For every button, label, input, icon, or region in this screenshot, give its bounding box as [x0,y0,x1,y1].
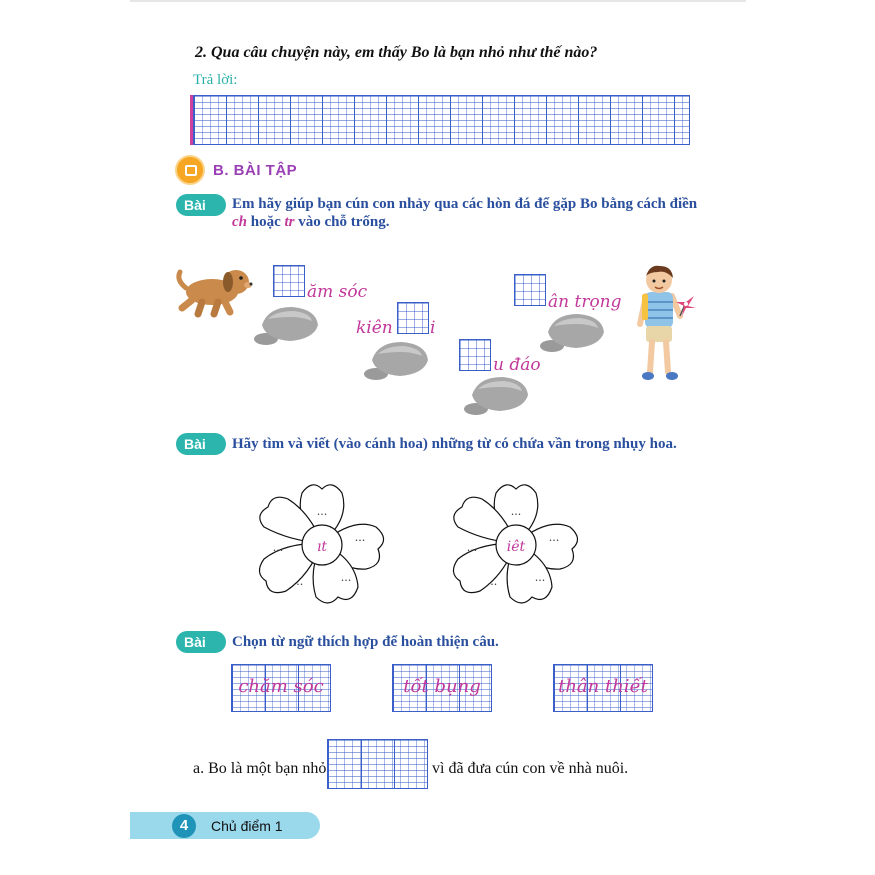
answer-writing-grid[interactable] [193,95,690,145]
ch-letters: ch [232,214,247,230]
flower-2-petal-top: ... [510,505,522,518]
chapter-label: Chủ điểm 1 [211,818,283,834]
exercise-1-instruction: Em hãy giúp bạn cún con nhảy qua các hòn đá để gặp Bo bằng cách điền ch hoặc tr vào chỗ trống. [232,196,698,230]
sentence-a-start: a. Bo là một bạn nhỏ [193,760,327,777]
exercise-3-instruction: Chọn từ ngữ thích hợp để hoàn thiện câu. [232,634,499,650]
tr-letters: tr [284,214,295,230]
sentence-a-end: vì đã đưa cún con về nhà nuôi. [432,760,629,777]
option-than-thiet[interactable]: thân thiết [553,664,653,712]
rock-1 [252,303,324,347]
fill-box-4[interactable] [514,274,546,306]
exercise-2-badge: Bài 2. [176,433,226,455]
flower-1-petal-right: ... [354,531,366,544]
rock-4 [538,310,610,354]
flower-1-petal-top: ... [316,505,328,518]
word-4: ân trọng [548,292,622,312]
flower-1-petal-left: ... [272,541,284,554]
flower-1-center: ıt [316,539,328,555]
flower-2-petal-left: ... [466,541,478,554]
page-number: 4 [172,814,196,838]
word-2b: i [430,318,436,338]
boy-bo-illustration [630,262,700,384]
flower-1-petal-bottom-right: ... [340,571,352,584]
exercise-3-badge: Bài 3. [176,631,226,653]
flower-2-petal-bottom-left: ... [486,575,498,588]
question-2: 2. Qua câu chuyện này, em thấy Bo là bạn nhỏ như thế nào? [195,44,598,61]
option-tot-bung[interactable]: tốt bụng [392,664,492,712]
page-top-border [130,0,746,2]
flower-1 [254,479,390,613]
flower-2 [448,479,584,613]
word-2a: kiên [356,318,393,338]
rock-2 [362,338,434,382]
flower-1-petal-bottom-left: ... [292,575,304,588]
rock-3 [462,373,534,417]
exercise-1-badge: Bài 1. [176,194,226,216]
answer-label: Trả lời: [193,72,238,88]
section-title: B. BÀI TẬP [213,162,298,179]
flower-2-petal-right: ... [548,531,560,544]
puppy-illustration [172,258,256,318]
option-cham-soc[interactable]: chăm sóc [231,664,331,712]
book-icon [175,155,205,185]
exercise-2-instruction: Hãy tìm và viết (vào cánh hoa) những từ có chứa vần trong nhụy hoa. [232,436,677,452]
flower-2-petal-bottom-right: ... [534,571,546,584]
fill-box-3[interactable] [459,339,491,371]
fill-box-2[interactable] [397,302,429,334]
word-1: ăm sóc [307,282,368,302]
word-3: u đáo [493,355,541,375]
flower-2-center: iêt [506,539,526,555]
fill-box-1[interactable] [273,265,305,297]
sentence-a-blank-grid[interactable] [327,739,428,789]
